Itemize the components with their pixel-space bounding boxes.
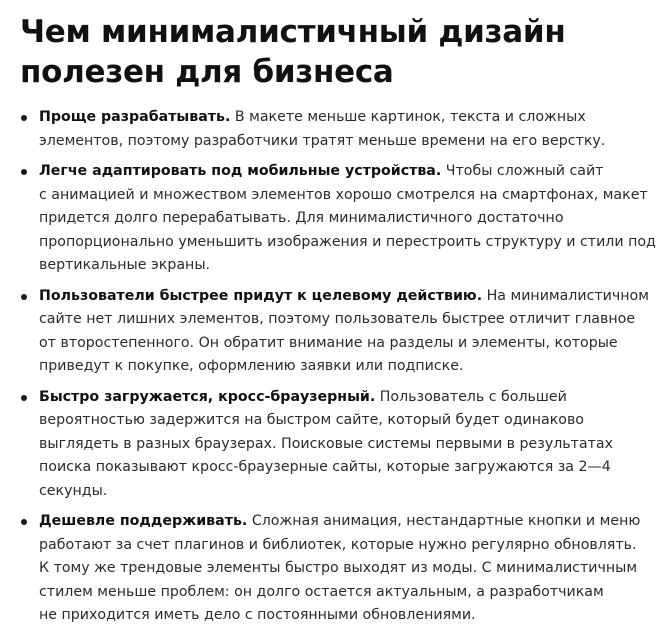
item-line: сайте нет лишних элементов, поэтому пользователь быстрее отличит главное bbox=[39, 311, 636, 327]
item-line bbox=[39, 285, 649, 309]
list-item bbox=[20, 160, 656, 278]
item-line: поиска показывают кросс-браузерные сайты, которые загружаются за 2—4 bbox=[39, 459, 611, 475]
item-line: элементов, поэтому разработчики тратят меньше времени на его верстку. bbox=[39, 132, 606, 149]
bullet-icon bbox=[21, 115, 27, 121]
item-line: приведут к покупке, оформлению заявки или подписке. bbox=[39, 358, 464, 374]
bullet-icon bbox=[21, 395, 27, 401]
item-line: вертикальные экраны. bbox=[39, 257, 211, 273]
item-lead: Дешевле поддерживать. bbox=[39, 513, 248, 529]
article-title bbox=[20, 12, 636, 92]
list-item bbox=[20, 510, 641, 628]
item-lead: Проще разрабатывать. bbox=[39, 109, 231, 125]
item-lead: Легче адаптировать под мобильные устройства. bbox=[39, 163, 442, 179]
item-text: Сложная анимация, нестандартные кнопки и меню bbox=[247, 513, 641, 529]
item-line: выглядеть в разных браузерах. Поисковые системы первыми в результатах bbox=[39, 435, 613, 452]
item-lead: Быстро загружается, кросс-браузерный. bbox=[39, 388, 376, 405]
item-line bbox=[39, 510, 641, 534]
item-text: В макете меньше картинок, текста и сложных bbox=[230, 109, 586, 125]
bullet-icon bbox=[21, 294, 27, 300]
item-line: с анимацией и множеством элементов хорошо смотрелся на смартфонах, макет bbox=[39, 186, 648, 203]
item-text: Пользователь с большей bbox=[375, 388, 567, 405]
item-line: придется долго перерабатывать. Для минималистичного достаточно bbox=[39, 210, 564, 226]
title-line-2: полезен для бизнеса bbox=[20, 54, 394, 90]
item-line bbox=[39, 160, 636, 184]
list-item bbox=[20, 106, 636, 153]
item-line: К тому же трендовые элементы быстро выходят из моды. С минималистичным bbox=[39, 560, 638, 576]
bullet-icon bbox=[21, 519, 27, 525]
item-line: вероятностью задержится на быстром сайте, который будет одинаково bbox=[39, 412, 584, 428]
item-line: пропорционально уменьшить изображения и перестроить структуру и стили под bbox=[39, 233, 656, 250]
item-line: работают за счет плагинов и библиотек, которые нужно регулярно обновлять. bbox=[39, 536, 637, 553]
item-line bbox=[39, 106, 636, 130]
item-line bbox=[39, 386, 636, 410]
item-line: от второстепенного. Он обратит внимание на разделы и элементы, которые bbox=[39, 334, 618, 351]
item-text: Чтобы сложный сайт bbox=[441, 163, 604, 179]
item-line: секунды. bbox=[39, 482, 108, 499]
item-text: На минималистичном bbox=[482, 287, 649, 304]
item-line: не приходится иметь дело с постоянными обновлениями. bbox=[39, 607, 476, 623]
list-item bbox=[20, 285, 649, 379]
title-line-1: Чем минималистичный дизайн bbox=[20, 14, 566, 50]
bullet-icon bbox=[21, 169, 27, 175]
list-item bbox=[20, 386, 636, 504]
benefits-list bbox=[20, 106, 656, 628]
item-lead: Пользователи быстрее придут к целевому действию. bbox=[39, 287, 483, 304]
item-line: стилем меньше проблем: он долго остается актуальным, а разработчикам bbox=[39, 583, 604, 600]
